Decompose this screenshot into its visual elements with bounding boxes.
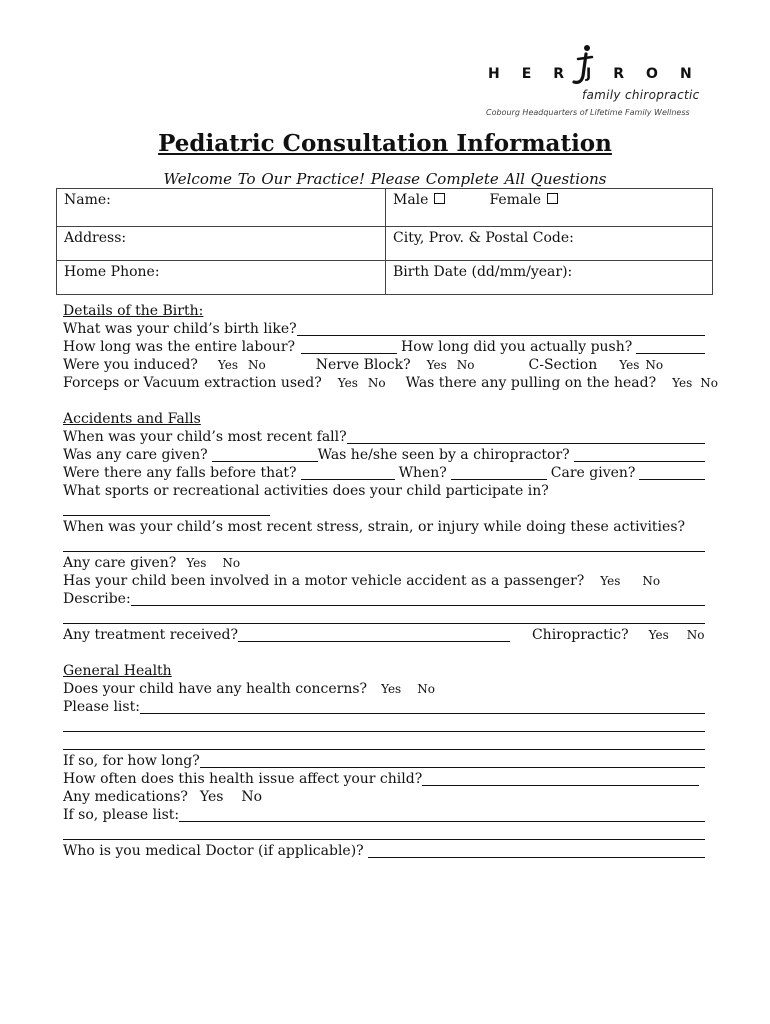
phone-field[interactable] bbox=[57, 261, 386, 295]
birthdate-field[interactable] bbox=[386, 261, 713, 295]
induced-label: Were you induced? bbox=[63, 357, 198, 373]
sex-cell bbox=[386, 189, 713, 227]
describe-field[interactable] bbox=[131, 592, 705, 606]
induced-yes-option[interactable]: Yes bbox=[217, 358, 238, 372]
doctor-field[interactable] bbox=[368, 844, 705, 858]
describe-label: Describe: bbox=[63, 591, 131, 607]
female-checkbox[interactable] bbox=[547, 193, 558, 204]
seen-chiro-field[interactable] bbox=[574, 448, 705, 462]
please-list-label: Please list: bbox=[63, 699, 140, 715]
how-often-field[interactable] bbox=[422, 772, 699, 786]
falls-before-label: Were there any falls before that? bbox=[63, 465, 297, 481]
vehicle-label: Has your child been involved in a motor vehicle accident as a passenger? bbox=[63, 573, 585, 589]
csection-yes-option[interactable]: Yes bbox=[619, 358, 640, 372]
recent-fall-label: When was your child’s most recent fall? bbox=[63, 429, 347, 445]
labour-field[interactable] bbox=[301, 340, 397, 354]
how-often-label: How often does this health issue affect your child? bbox=[63, 771, 423, 787]
name-label: Name: bbox=[64, 192, 111, 208]
treatment-field[interactable] bbox=[238, 628, 510, 642]
any-care-no-option[interactable]: No bbox=[222, 556, 241, 570]
recent-fall-field[interactable] bbox=[347, 430, 705, 444]
logo-figure-icon bbox=[570, 44, 596, 88]
pulling-label: Was there any pulling on the head? bbox=[405, 375, 657, 391]
labour-label: How long was the entire labour? bbox=[63, 339, 296, 355]
female-label: Female bbox=[489, 192, 542, 208]
nerve-no-option[interactable]: No bbox=[456, 358, 475, 372]
please-list-field-3[interactable] bbox=[63, 736, 705, 750]
chiropractic-label: Chiropractic? bbox=[531, 627, 629, 643]
meds-list-label: If so, please list: bbox=[63, 807, 180, 823]
nerve-block-label: Nerve Block? bbox=[315, 357, 411, 373]
induced-no-option[interactable]: No bbox=[247, 358, 266, 372]
describe-field-2[interactable] bbox=[63, 610, 705, 624]
csection-label: C-Section bbox=[528, 357, 598, 373]
consultation-form bbox=[63, 302, 718, 860]
birth-like-field[interactable] bbox=[297, 322, 705, 336]
health-heading: General Health bbox=[63, 663, 172, 679]
meds-list-field-2[interactable] bbox=[63, 826, 705, 840]
any-care-yes-option[interactable]: Yes bbox=[186, 556, 207, 570]
vehicle-no-option[interactable]: No bbox=[642, 574, 661, 588]
logo-tagline: Cobourg Headquarters of Lifetime Family Wellness bbox=[486, 108, 690, 117]
csection-no-option[interactable]: No bbox=[645, 358, 664, 372]
please-list-field[interactable] bbox=[140, 700, 705, 714]
sports-field[interactable] bbox=[63, 502, 270, 516]
concerns-label: Does your child have any health concerns? bbox=[63, 681, 368, 697]
name-field[interactable] bbox=[57, 189, 386, 227]
chiro-yes-option[interactable]: Yes bbox=[648, 628, 669, 642]
meds-list-field[interactable] bbox=[179, 808, 705, 822]
when-label: When? bbox=[398, 465, 447, 481]
care-given-label: Was any care given? bbox=[63, 447, 208, 463]
falls-before-field[interactable] bbox=[301, 466, 395, 480]
address-label: Address: bbox=[64, 230, 127, 246]
city-label: City, Prov. & Postal Code: bbox=[393, 230, 574, 246]
logo-name: HERJRON bbox=[488, 66, 714, 82]
nerve-yes-option[interactable]: Yes bbox=[426, 358, 447, 372]
stress-label: When was your child’s most recent stress, strain, or injury while doing these activities? bbox=[63, 519, 686, 535]
push-field[interactable] bbox=[636, 340, 705, 354]
care-given-2-field[interactable] bbox=[639, 466, 705, 480]
concerns-yes-option[interactable]: Yes bbox=[381, 682, 402, 696]
forceps-no-option[interactable]: No bbox=[367, 376, 386, 390]
how-long-label: If so, for how long? bbox=[63, 753, 200, 769]
page-title: Pediatric Consultation Information bbox=[158, 130, 612, 157]
pulling-yes-option[interactable]: Yes bbox=[672, 376, 693, 390]
push-label: How long did you actually push? bbox=[401, 339, 633, 355]
forceps-label: Forceps or Vacuum extraction used? bbox=[63, 375, 322, 391]
logo-subtitle: family chiropractic bbox=[582, 88, 700, 102]
birthdate-label: Birth Date (dd/mm/year): bbox=[393, 264, 573, 280]
please-list-field-2[interactable] bbox=[63, 718, 705, 732]
medications-label: Any medications? bbox=[63, 789, 188, 805]
heron-logo bbox=[484, 42, 714, 122]
forceps-yes-option[interactable]: Yes bbox=[337, 376, 358, 390]
meds-no-option[interactable]: No bbox=[241, 789, 263, 805]
accidents-heading: Accidents and Falls bbox=[63, 411, 201, 427]
page-subtitle: Welcome To Our Practice! Please Complete All Questions bbox=[163, 170, 607, 188]
seen-chiro-label: Was he/she seen by a chiropractor? bbox=[317, 447, 570, 463]
meds-yes-option[interactable]: Yes bbox=[199, 789, 224, 805]
when-field[interactable] bbox=[451, 466, 547, 480]
pulling-no-option[interactable]: No bbox=[700, 376, 718, 390]
any-care-label: Any care given? bbox=[63, 555, 177, 571]
phone-label: Home Phone: bbox=[64, 264, 160, 280]
patient-info-table bbox=[56, 188, 713, 295]
concerns-no-option[interactable]: No bbox=[417, 682, 435, 696]
birth-heading: Details of the Birth: bbox=[63, 303, 204, 319]
how-long-field[interactable] bbox=[200, 754, 705, 768]
city-field[interactable] bbox=[386, 227, 713, 261]
male-checkbox[interactable] bbox=[434, 193, 445, 204]
sports-label: What sports or recreational activities does your child participate in? bbox=[63, 483, 549, 499]
male-label: Male bbox=[393, 192, 429, 208]
vehicle-yes-option[interactable]: Yes bbox=[600, 574, 621, 588]
doctor-label: Who is you medical Doctor (if applicable)? bbox=[63, 843, 364, 859]
treatment-label: Any treatment received? bbox=[63, 627, 238, 643]
birth-like-label: What was your child’s birth like? bbox=[63, 321, 297, 337]
chiro-no-option[interactable]: No bbox=[686, 628, 705, 642]
address-field[interactable] bbox=[57, 227, 386, 261]
care-given-2-label: Care given? bbox=[550, 465, 636, 481]
care-given-field[interactable] bbox=[212, 448, 318, 462]
stress-field[interactable] bbox=[63, 538, 705, 552]
